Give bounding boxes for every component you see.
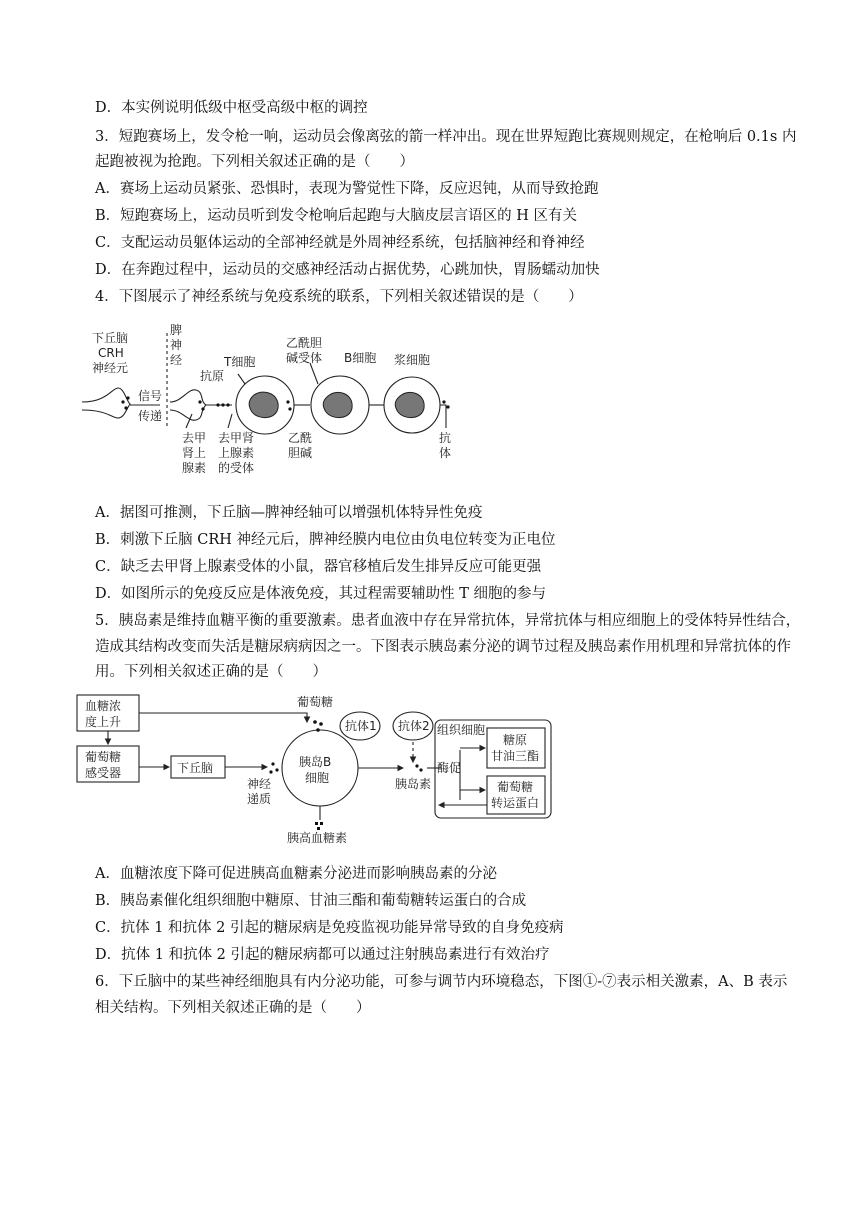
q6-stem-line-2: 相关结构。下列相关叙述正确的是（ ）	[95, 1000, 371, 1016]
ach-label-1: 乙酰	[288, 431, 313, 445]
neuro-immune-figure	[82, 318, 482, 478]
q4-option-d: D．如图所示的免疫反应是体液免疫，其过程需要辅助性 T 细胞的参与	[95, 586, 547, 602]
tissue-cell-label: 组织细胞	[437, 723, 486, 737]
q3-option-d: D．在奔跑过程中，运动员的交感神经活动占据优势，心跳加快，胃肠蠕动加快	[95, 262, 600, 278]
crh-label-3: 神经元	[92, 361, 129, 375]
receptor-label-1: 葡萄糖	[85, 750, 122, 764]
spleen-label-3: 经	[170, 353, 183, 367]
transporter-label-2: 转运蛋白	[491, 796, 540, 810]
neuro-label-1: 神经	[247, 777, 272, 791]
ne-label-2: 肾上	[182, 446, 207, 460]
q5-stem-line-1: 5．胰岛素是维持血糖平衡的重要激素。患者血液中存在异常抗体，异常抗体与相应细胞上的受体特异性结合，	[95, 613, 801, 629]
signal-label-2: 传递	[138, 409, 163, 423]
crh-label-2: CRH	[98, 346, 124, 360]
ach-receptor-label-1: 乙酰胆	[286, 336, 323, 350]
ne-receptor-label-3: 的受体	[218, 461, 255, 475]
neuro-label-2: 递质	[247, 792, 272, 806]
enzyme-label: 酶促	[437, 761, 462, 775]
ne-label-1: 去甲	[182, 431, 207, 445]
ne-label-3: 腺素	[182, 461, 207, 475]
glycogen-label-1: 糖原	[503, 733, 528, 747]
q4-option-c: C．缺乏去甲肾上腺素受体的小鼠，器官移植后发生排异反应可能更强	[95, 559, 542, 575]
antibody1-label: 抗体1	[345, 719, 377, 733]
q3-option-b: B．短跑赛场上，运动员听到发令枪响后起跑与大脑皮层言语区的 H 区有关	[95, 208, 578, 224]
plasma-cell-label: 浆细胞	[394, 353, 431, 367]
signal-label-1: 信号	[138, 389, 163, 403]
spleen-label-2: 神	[170, 338, 183, 352]
ne-receptor-label-1: 去甲肾	[218, 431, 255, 445]
hypothalamus-label: 下丘脑	[177, 761, 214, 775]
q3-stem-line-2: 起跑被视为抢跑。下列相关叙述正确的是（ ）	[95, 154, 414, 170]
q3-option-a: A．赛场上运动员紧张、恐惧时，表现为警觉性下降，反应迟钝，从而导致抢跑	[95, 181, 599, 197]
ne-receptor-label-2: 上腺素	[218, 446, 255, 460]
q5-option-b: B．胰岛素催化组织细胞中糖原、甘油三酯和葡萄糖转运蛋白的合成	[95, 893, 527, 909]
ach-receptor-label-2: 碱受体	[286, 351, 323, 365]
insulin-regulation-figure	[75, 690, 555, 850]
q5-option-a: A．血糖浓度下降可促进胰高血糖素分泌进而影响胰岛素的分泌	[95, 866, 497, 882]
beta-cell-label-2: 细胞	[305, 771, 330, 785]
q3-option-c: C．支配运动员躯体运动的全部神经就是外周神经系统，包括脑神经和脊神经	[95, 235, 585, 251]
spleen-label-1: 脾	[170, 323, 183, 337]
glucose-label: 葡萄糖	[297, 695, 334, 709]
q4-stem: 4．下图展示了神经系统与免疫系统的联系，下列相关叙述错误的是（ ）	[95, 289, 583, 305]
glycogen-label-2: 甘油三酯	[491, 749, 540, 763]
antibody2-label: 抗体2	[398, 719, 430, 733]
q5-stem-line-2: 造成其结构改变而失活是糖尿病病因之一。下图表示胰岛素分泌的调节过程及胰岛素作用机理和异常抗体的作	[95, 639, 791, 655]
receptor-label-2: 感受器	[85, 766, 122, 780]
q5-option-c: C．抗体 1 和抗体 2 引起的糖尿病是免疫监视功能异常导致的自身免疫病	[95, 920, 564, 936]
q3-stem-line-1: 3．短跑赛场上，发令枪一响，运动员会像离弦的箭一样冲出。现在世界短跑比赛规则规定，在枪响后 0.1s 内	[95, 129, 797, 145]
q2-option-d: D．本实例说明低级中枢受高级中枢的调控	[95, 100, 368, 116]
q4-option-a: A．据图可推测，下丘脑—脾神经轴可以增强机体特异性免疫	[95, 505, 483, 521]
ach-label-2: 胆碱	[288, 446, 313, 460]
q5-stem-line-3: 用。下列相关叙述正确的是（ ）	[95, 664, 327, 680]
transporter-label-1: 葡萄糖	[497, 780, 534, 794]
glucose-rise-label-1: 血糖浓	[85, 699, 122, 713]
crh-label-1: 下丘脑	[92, 331, 129, 345]
q4-option-b: B．刺激下丘脑 CRH 神经元后，脾神经膜内电位由负电位转变为正电位	[95, 532, 556, 548]
beta-cell-label-1: 胰岛B	[299, 755, 332, 769]
glucose-rise-label-2: 度上升	[85, 715, 122, 729]
insulin-label: 胰岛素	[395, 777, 432, 791]
glucagon-label: 胰高血糖素	[287, 831, 348, 845]
antibody-label-2: 体	[439, 446, 452, 460]
t-cell-label: T细胞	[224, 355, 256, 369]
spleen-neuron-shape	[170, 390, 206, 420]
antibody-label-1: 抗	[439, 431, 452, 445]
b-cell-label: B细胞	[344, 351, 377, 365]
q6-stem-line-1: 6．下丘脑中的某些神经细胞具有内分泌功能，可参与调节内环境稳态，下图①-⑦表示相关激素，A、B 表示	[95, 974, 788, 990]
antigen-label: 抗原	[200, 369, 225, 383]
q5-option-d: D．抗体 1 和抗体 2 引起的糖尿病都可以通过注射胰岛素进行有效治疗	[95, 947, 550, 963]
